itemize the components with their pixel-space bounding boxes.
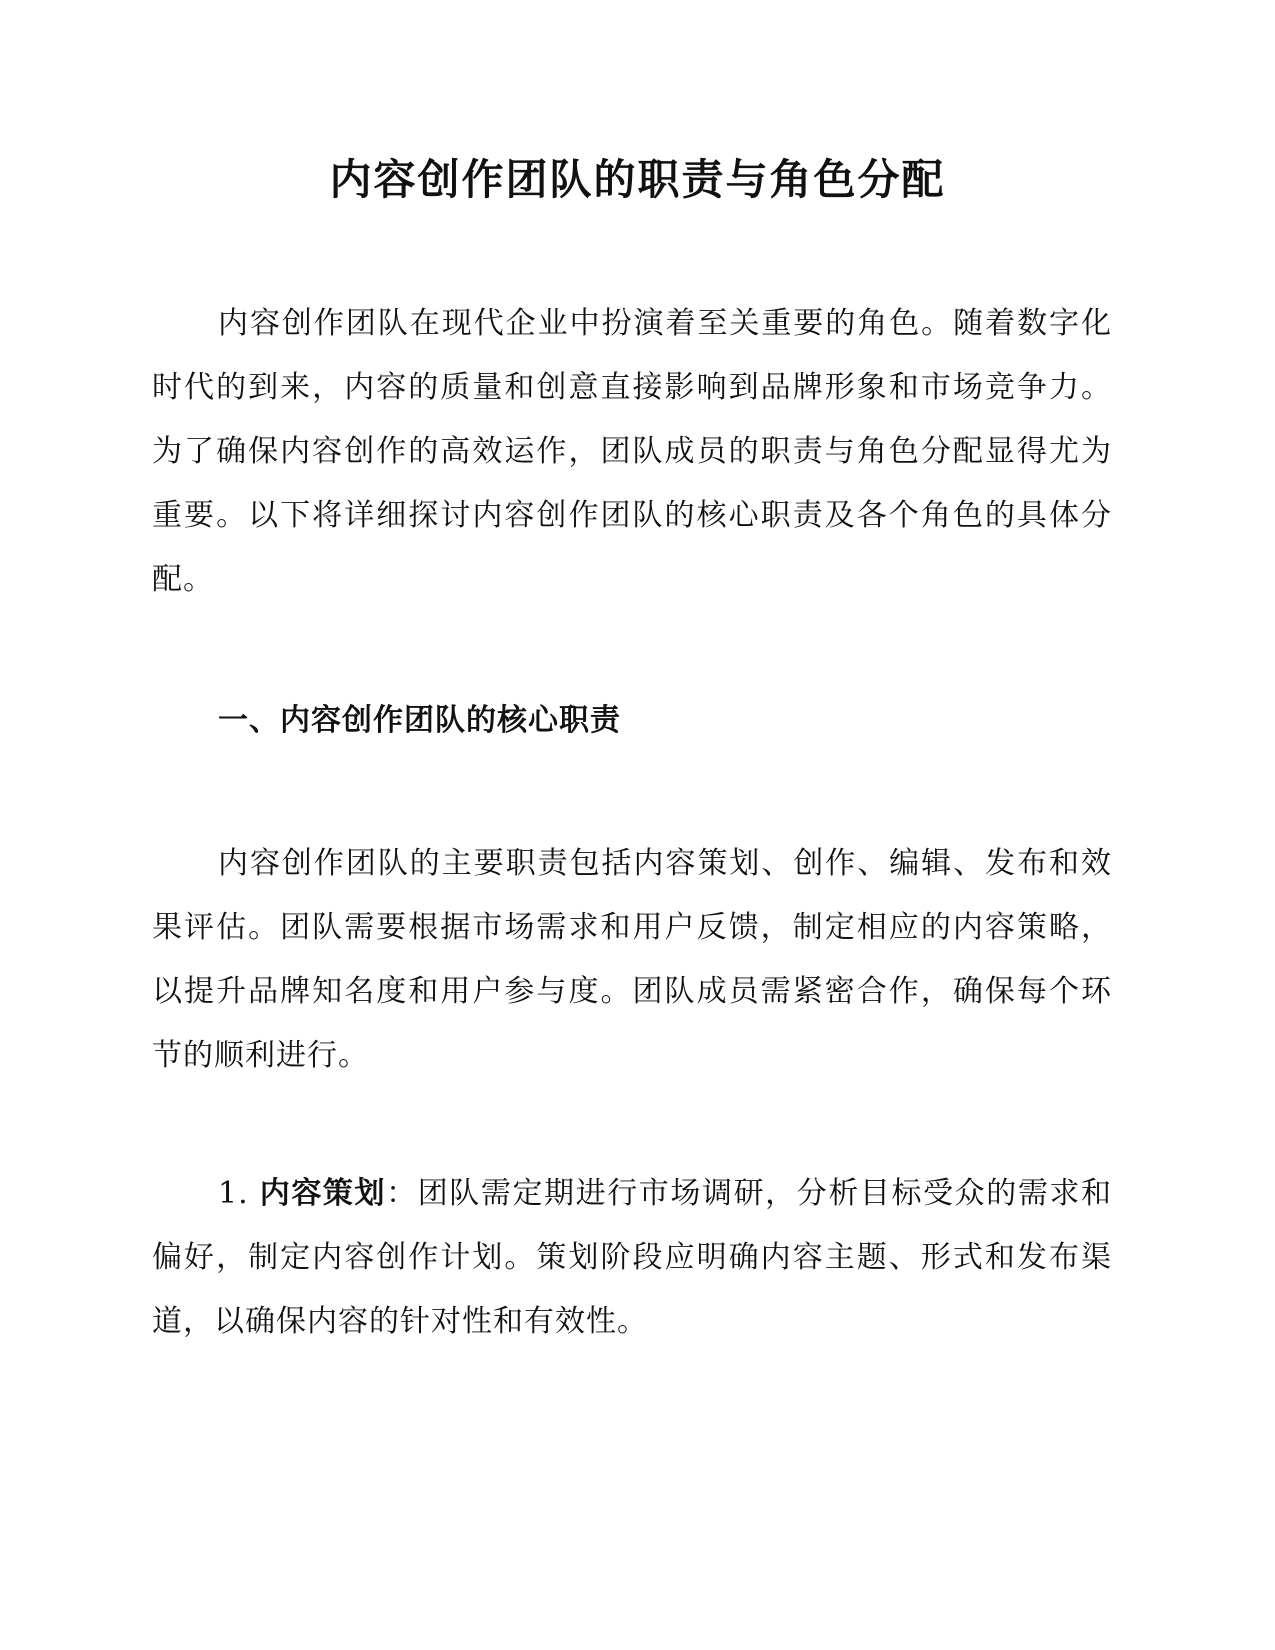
list-item-colon: ： — [386, 1176, 418, 1211]
intro-paragraph: 内容创作团队在现代企业中扮演着至关重要的角色。随着数字化时代的到来，内容的质量和创意直接影响到品牌形象和市场竞争力。为了确保内容创作的高效运作，团队成员的职责与角色分配显得尤为重要。以下将详细探讨内容创作团队的核心职责及各个角色的具体分配。 — [152, 306, 1112, 597]
list-item-number: 1. — [218, 1176, 260, 1211]
section-body-paragraph: 内容创作团队的主要职责包括内容策划、创作、编辑、发布和效果评估。团队需要根据市场需求和用户反馈，制定相应的内容策略，以提升品牌知名度和用户参与度。团队成员需紧密合作，确保每个环节的顺利进行。 — [152, 846, 1112, 1073]
list-item-text: 团队需定期进行市场调研，分析目标受众的需求和偏好，制定内容创作计划。策划阶段应明确内容主题、形式和发布渠道，以确保内容的针对性和有效性。 — [152, 1176, 1113, 1339]
list-item-label: 内容策划 — [259, 1176, 387, 1211]
section-heading: 一、内容创作团队的核心职责 — [218, 703, 621, 738]
page-title: 内容创作团队的职责与角色分配 — [329, 155, 946, 204]
list-item-content-planning — [152, 1162, 1112, 1354]
